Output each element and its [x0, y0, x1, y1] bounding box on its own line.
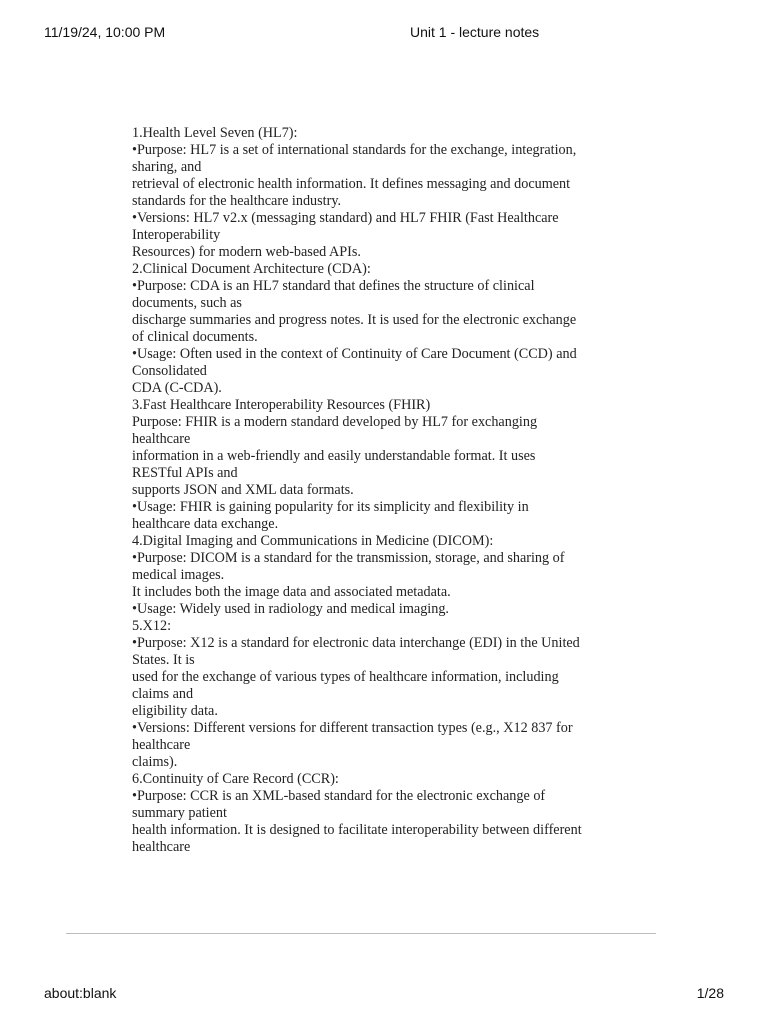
text-line: of clinical documents.	[132, 329, 258, 345]
text-line: 3.Fast Healthcare Interoperability Resources (FHIR)	[132, 397, 431, 413]
text-line: •Usage: Often used in the context of Continuity of Care Document (CCD) and	[132, 346, 577, 362]
text-line: documents, such as	[132, 295, 242, 311]
text-line: eligibility data.	[132, 703, 218, 719]
text-line: •Usage: FHIR is gaining popularity for its simplicity and flexibility in	[132, 499, 529, 515]
text-line: 1.Health Level Seven (HL7):	[132, 125, 298, 141]
text-line: healthcare	[132, 737, 191, 753]
text-line: claims and	[132, 686, 194, 702]
text-line: 6.Continuity of Care Record (CCR):	[132, 771, 339, 787]
document-title: Unit 1 - lecture notes	[410, 24, 540, 40]
text-line: RESTful APIs and	[132, 465, 238, 481]
page-number: 1/28	[696, 985, 724, 1001]
text-line: sharing, and	[132, 159, 202, 175]
text-line: Purpose: FHIR is a modern standard developed by HL7 for exchanging	[132, 414, 538, 430]
text-line: healthcare data exchange.	[132, 516, 279, 532]
text-line: •Versions: HL7 v2.x (messaging standard) and HL7 FHIR (Fast Healthcare	[132, 210, 559, 226]
text-line: •Purpose: CCR is an XML-based standard for the electronic exchange of	[132, 788, 546, 804]
text-line: •Purpose: X12 is a standard for electronic data interchange (EDI) in the United	[132, 635, 580, 651]
text-line: •Purpose: HL7 is a set of international standards for the exchange, integration,	[132, 142, 577, 158]
text-line: Interoperability	[132, 227, 221, 243]
text-line: retrieval of electronic health information. It defines messaging and document	[132, 176, 571, 192]
text-line: Consolidated	[132, 363, 207, 379]
text-line: healthcare	[132, 431, 191, 447]
text-line: •Usage: Widely used in radiology and medical imaging.	[132, 601, 449, 617]
text-line: •Versions: Different versions for different transaction types (e.g., X12 837 for	[132, 720, 573, 736]
text-line: It includes both the image data and associated metadata.	[132, 584, 451, 600]
text-line: 2.Clinical Document Architecture (CDA):	[132, 261, 371, 277]
print-datetime: 11/19/24, 10:00 PM	[44, 24, 166, 40]
text-line: summary patient	[132, 805, 227, 821]
text-line: CDA (C-CDA).	[132, 380, 222, 396]
text-line: health information. It is designed to facilitate interoperability between different	[132, 822, 582, 838]
footer-divider	[66, 933, 656, 934]
document-body	[132, 125, 642, 856]
text-line: information in a web-friendly and easily understandable format. It uses	[132, 448, 536, 464]
text-line: •Purpose: DICOM is a standard for the transmission, storage, and sharing of	[132, 550, 565, 566]
text-line: Resources) for modern web-based APIs.	[132, 244, 361, 260]
text-line: claims).	[132, 754, 178, 770]
text-line: States. It is	[132, 652, 195, 668]
text-line: 4.Digital Imaging and Communications in Medicine (DICOM):	[132, 533, 494, 549]
page-url: about:blank	[44, 985, 117, 1001]
text-line: healthcare	[132, 839, 191, 855]
text-line: used for the exchange of various types of healthcare information, including	[132, 669, 559, 685]
text-line: standards for the healthcare industry.	[132, 193, 342, 209]
text-line: 5.X12:	[132, 618, 172, 634]
text-line: medical images.	[132, 567, 225, 583]
text-line: discharge summaries and progress notes. It is used for the electronic exchange	[132, 312, 577, 328]
text-line: •Purpose: CDA is an HL7 standard that defines the structure of clinical	[132, 278, 535, 294]
text-line: supports JSON and XML data formats.	[132, 482, 354, 498]
